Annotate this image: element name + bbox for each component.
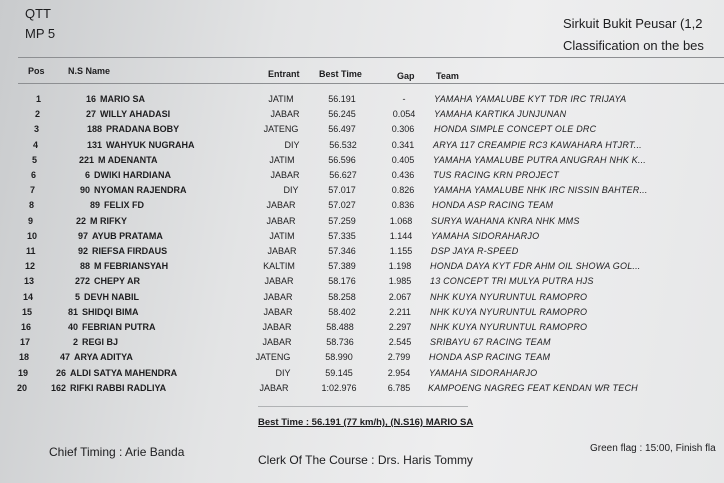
row-entrant: JATENG [255, 352, 291, 363]
row-name: DEVH NABIL [84, 291, 140, 302]
row-pos: 1 [36, 94, 42, 104]
row-team: DSP JAYA R-SPEED [431, 246, 519, 256]
row-pos: 11 [26, 246, 36, 256]
row-ns: 47 [59, 352, 70, 363]
row-ns: 88 [79, 261, 90, 272]
row-best-time: 57.335 [328, 230, 356, 241]
row-pos: 9 [28, 215, 34, 226]
class-label: MP 5 [25, 26, 56, 41]
row-gap: 1.068 [389, 215, 413, 226]
row-ns: 22 [75, 215, 86, 226]
row-team: YAMAHA YAMALUBE NHK IRC NISSIN BAHTER... [433, 185, 648, 196]
table-row [0, 216, 724, 231]
row-team: YAMAHA SIDORAHARJO [429, 367, 538, 378]
row-name: WAHYUK NUGRAHA [106, 139, 195, 150]
row-name: M ADENANTA [98, 154, 158, 165]
row-name: M RIFKY [90, 215, 127, 226]
row-entrant: JABAR [262, 337, 292, 348]
row-best-time: 57.389 [328, 261, 356, 272]
row-entrant: JABAR [262, 322, 292, 332]
row-name: DWIKI HARDIANA [94, 170, 171, 180]
row-team: 13 CONCEPT TRI MULYA PUTRA HJS [430, 276, 594, 287]
row-entrant: JABAR [259, 382, 289, 393]
row-ns: 162 [50, 382, 66, 393]
session-label: QTT [25, 6, 51, 21]
row-pos: 7 [30, 185, 36, 196]
col-pos: Pos [28, 66, 45, 76]
table-row [0, 261, 724, 276]
row-team: NHK KUYA NYURUNTUL RAMOPRO [430, 306, 588, 317]
row-best-time: 58.736 [326, 337, 354, 348]
row-ns: 5 [74, 291, 80, 302]
row-entrant: JATIM [269, 230, 295, 241]
row-gap: 2.954 [387, 367, 411, 378]
row-best-time: 58.488 [326, 322, 354, 332]
row-team: YAMAHA SIDORAHARJO [431, 230, 540, 241]
row-team: SRIBAYU 67 RACING TEAM [430, 337, 551, 348]
row-ns: 6 [84, 170, 90, 180]
row-gap: 0.836 [391, 200, 415, 211]
row-name: NYOMAN RAJENDRA [94, 185, 187, 196]
row-pos: 2 [35, 109, 41, 120]
row-gap: 1.155 [389, 246, 413, 256]
row-gap: 1.144 [389, 230, 413, 241]
table-row [0, 322, 724, 337]
row-ns: 27 [85, 109, 96, 120]
row-pos: 5 [32, 154, 38, 165]
row-gap: 6.785 [387, 382, 411, 393]
row-pos: 3 [34, 124, 40, 135]
row-gap: 0.436 [391, 170, 415, 180]
row-gap: 0.405 [391, 154, 415, 165]
row-ns: 131 [86, 139, 102, 150]
row-pos: 19 [18, 367, 29, 378]
table-row [0, 140, 724, 155]
row-pos: 10 [27, 230, 38, 241]
row-pos: 12 [25, 261, 36, 272]
row-pos: 6 [31, 170, 37, 180]
row-best-time: 56.245 [328, 109, 356, 120]
row-name: M FEBRIANSYAH [94, 261, 169, 272]
row-ns: 97 [77, 230, 88, 241]
row-entrant: DIY [283, 185, 299, 196]
col-gap: Gap [397, 71, 415, 81]
row-entrant: JATIM [268, 94, 294, 104]
row-ns: 26 [55, 367, 66, 378]
row-team: HONDA DAYA KYT FDR AHM OIL SHOWA GOL... [430, 261, 641, 272]
col-team: Team [436, 71, 459, 81]
row-name: ARYA ADITYA [74, 352, 133, 363]
row-name: FEBRIAN PUTRA [82, 322, 156, 332]
row-pos: 16 [21, 322, 32, 332]
row-best-time: 58.402 [328, 306, 356, 317]
row-pos: 14 [23, 291, 34, 302]
row-pos: 20 [17, 382, 28, 393]
row-team: NHK KUYA NYURUNTUL RAMOPRO [430, 322, 588, 332]
row-team: HONDA ASP RACING TEAM [432, 200, 554, 211]
row-ns: 272 [74, 276, 90, 287]
table-row [0, 383, 724, 398]
row-entrant: JABAR [266, 200, 296, 211]
row-entrant: JATIM [269, 154, 295, 165]
row-entrant: JABAR [263, 291, 293, 302]
table-row [0, 170, 724, 185]
row-name: RIFKI RABBI RADLIYA [70, 382, 167, 393]
summary-divider [258, 406, 468, 407]
row-team: YAMAHA YAMALUBE PUTRA ANUGRAH NHK K... [433, 154, 646, 165]
row-gap: 0.054 [392, 109, 416, 120]
green-flag-info: Green flag : 15:00, Finish fla [590, 443, 716, 454]
row-team: YAMAHA KARTIKA JUNJUNAN [434, 109, 567, 120]
row-ns: 188 [86, 124, 102, 135]
row-entrant: JABAR [270, 170, 300, 180]
row-ns: 16 [85, 94, 96, 104]
row-best-time: 58.258 [328, 291, 356, 302]
row-entrant: JATENG [263, 124, 299, 135]
row-best-time: 56.497 [328, 124, 356, 135]
table-row [0, 307, 724, 322]
row-best-time: 58.176 [328, 276, 356, 287]
row-pos: 15 [22, 306, 33, 317]
row-pos: 8 [29, 200, 35, 211]
row-pos: 18 [19, 352, 30, 363]
row-entrant: JABAR [264, 276, 294, 287]
row-entrant: KALTIM [263, 261, 295, 272]
row-gap: 2.545 [388, 337, 412, 348]
header-divider [18, 57, 724, 58]
table-row [0, 368, 724, 383]
row-name: PRADANA BOBY [106, 124, 180, 135]
table-row [0, 276, 724, 291]
row-team: KAMPOENG NAGREG FEAT KENDAN WR TECH [428, 382, 638, 393]
row-team: YAMAHA YAMALUBE KYT TDR IRC TRIJAYA [434, 94, 627, 104]
row-ns: 40 [67, 322, 78, 332]
row-pos: 4 [33, 139, 39, 150]
row-entrant: JABAR [266, 215, 296, 226]
row-best-time: 57.259 [328, 215, 356, 226]
row-gap: 0.306 [391, 124, 415, 135]
row-name: CHEPY AR [94, 276, 141, 287]
row-team: HONDA SIMPLE CONCEPT OLE DRC [434, 124, 597, 135]
row-best-time: 1:02.976 [321, 382, 357, 393]
row-ns: 2 [72, 337, 78, 348]
column-divider [18, 83, 724, 84]
table-row [0, 352, 724, 367]
table-row [0, 231, 724, 246]
row-ns: 221 [78, 154, 94, 165]
row-ns: 89 [89, 200, 100, 211]
row-name: WILLY AHADASI [100, 109, 171, 120]
table-row [0, 155, 724, 170]
row-name: AYUB PRATAMA [92, 230, 163, 241]
row-gap: 2.211 [389, 306, 411, 317]
row-ns: 90 [79, 185, 90, 196]
row-name: SHIDQI BIMA [82, 306, 139, 317]
row-entrant: DIY [284, 139, 300, 150]
row-best-time: 58.990 [325, 352, 353, 363]
row-team: SURYA WAHANA KNRA NHK MMS [431, 215, 580, 226]
table-row [0, 200, 724, 215]
row-name: FELIX FD [104, 200, 144, 211]
row-gap: 2.067 [388, 291, 412, 302]
row-ns: 92 [77, 246, 88, 256]
row-gap: 0.826 [391, 185, 415, 196]
row-gap: - [402, 94, 406, 104]
col-ns-name: N.S Name [68, 66, 111, 76]
row-name: RIEFSA FIRDAUS [92, 246, 168, 256]
col-entrant: Entrant [268, 69, 300, 79]
circuit-title: Sirkuit Bukit Peusar (1,2 [563, 16, 703, 31]
row-ns: 81 [67, 306, 78, 317]
row-entrant: JABAR [263, 306, 293, 317]
row-gap: 2.297 [388, 322, 412, 332]
row-team: HONDA ASP RACING TEAM [429, 352, 551, 363]
classification-title: Classification on the bes [563, 38, 704, 53]
row-best-time: 56.191 [328, 94, 356, 104]
table-row [0, 337, 724, 352]
row-entrant: DIY [275, 367, 291, 378]
row-pos: 13 [24, 276, 35, 287]
table-row [0, 246, 724, 261]
row-best-time: 57.017 [328, 185, 356, 196]
row-best-time: 59.145 [325, 367, 353, 378]
table-row [0, 185, 724, 200]
row-pos: 17 [20, 337, 31, 348]
row-entrant: JABAR [270, 109, 300, 120]
row-gap: 0.341 [391, 139, 415, 150]
row-team: TUS RACING KRN PROJECT [433, 170, 559, 180]
col-best-time: Best Time [319, 69, 362, 79]
row-best-time: 57.346 [328, 246, 356, 256]
table-row [0, 292, 724, 307]
row-best-time: 56.596 [328, 154, 356, 165]
row-entrant: JABAR [267, 246, 297, 256]
row-gap: 1.198 [388, 261, 412, 272]
row-team: NHK KUYA NYURUNTUL RAMOPRO [430, 291, 588, 302]
row-team: ARYA 117 CREAMPIE RC3 KAWAHARA HTJRT... [433, 139, 642, 150]
table-row [0, 109, 724, 124]
table-row [0, 124, 724, 139]
row-best-time: 56.627 [329, 170, 357, 180]
row-gap: 1.985 [388, 276, 412, 287]
best-time-summary: Best Time : 56.191 (77 km/h), (N.S16) MARIO SA [258, 417, 474, 428]
chief-timing: Chief Timing : Arie Banda [49, 445, 185, 459]
table-row [0, 94, 724, 109]
row-name: ALDI SATYA MAHENDRA [70, 367, 178, 378]
clerk-of-course: Clerk Of The Course : Drs. Haris Tommy [258, 453, 473, 467]
row-best-time: 56.532 [329, 139, 357, 150]
row-name: REGI BJ [82, 337, 119, 348]
row-gap: 2.799 [387, 352, 411, 363]
row-best-time: 57.027 [328, 200, 356, 211]
row-name: MARIO SA [100, 94, 145, 104]
